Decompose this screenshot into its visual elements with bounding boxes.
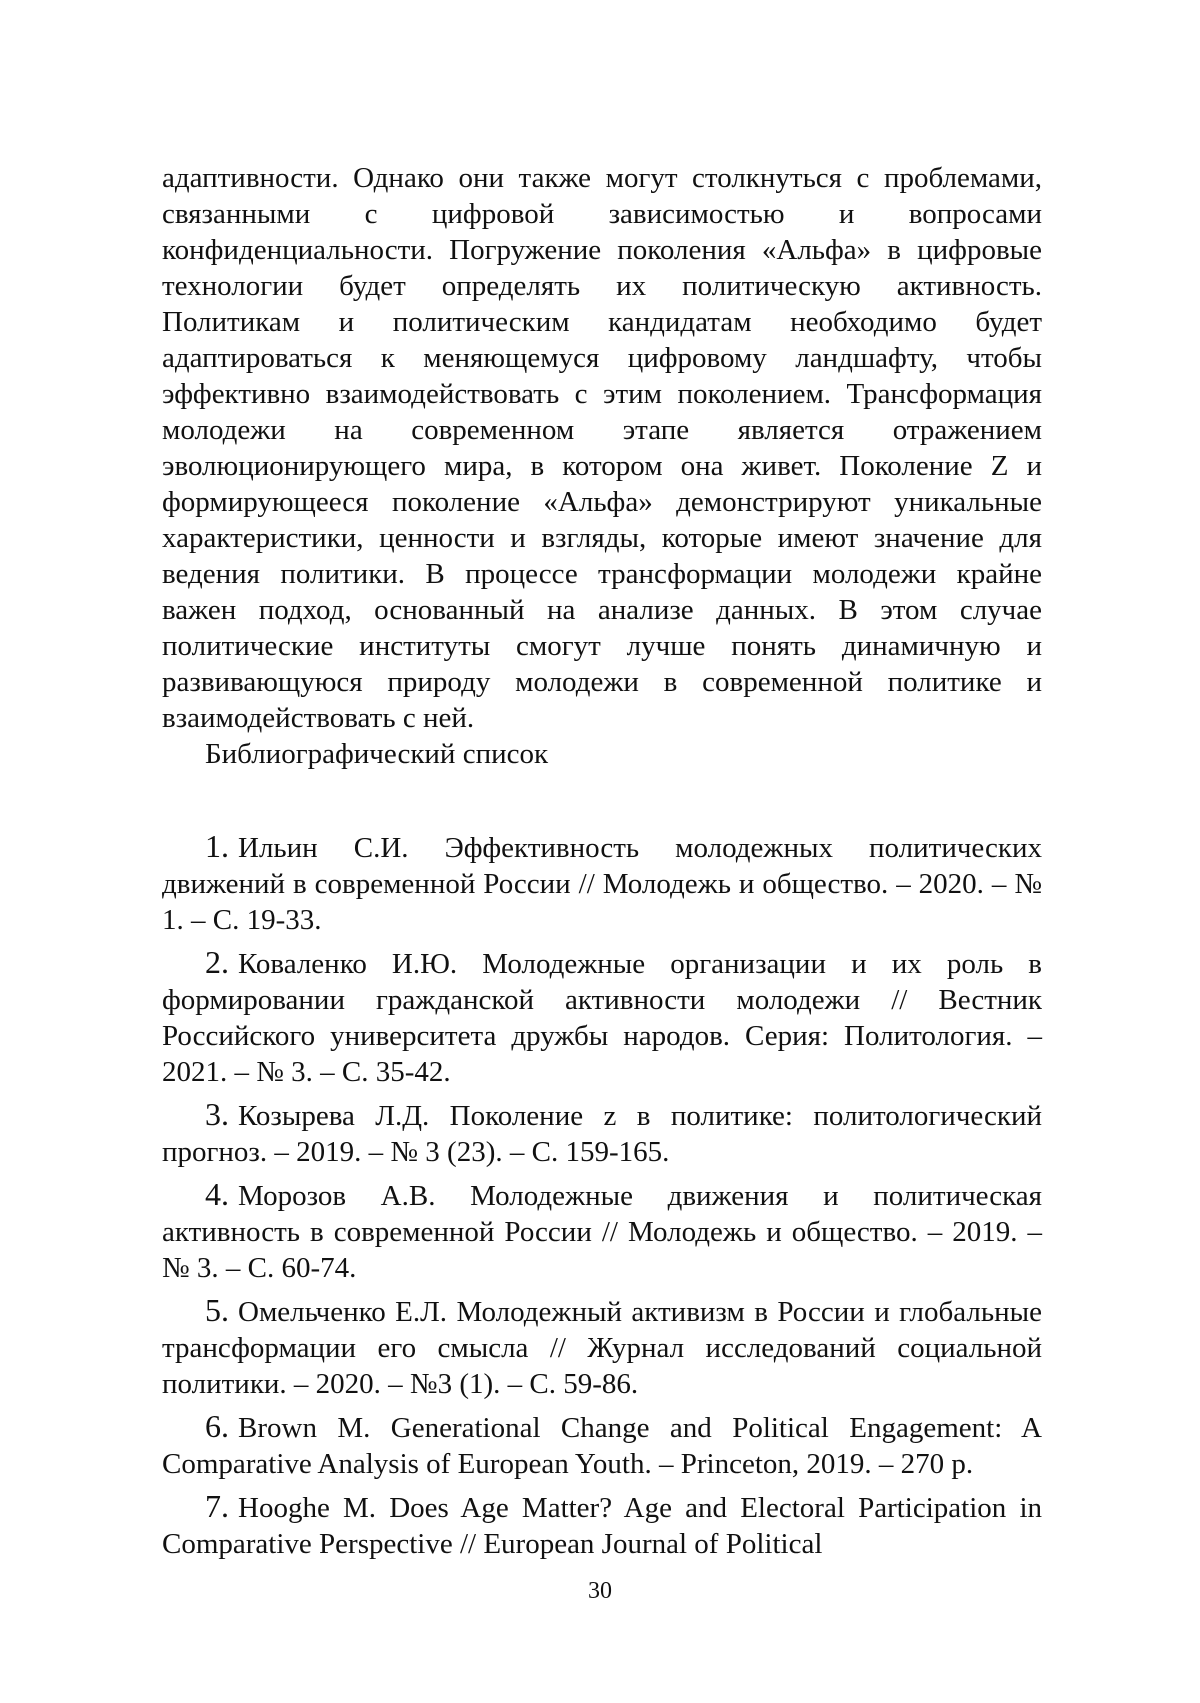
bibliography-item xyxy=(162,1096,1042,1170)
bibliography-item-text: Hooghe M. Does Age Matter? Age and Electoral Participation in Comparative Perspective // European Journal of Political xyxy=(162,1492,1042,1560)
bibliography-item-text: Морозов А.В. Молодежные движения и политическая активность в современной России // Молодежь и общество. – 2019. – № 3. – С. 60-74. xyxy=(162,1180,1042,1284)
bibliography-item xyxy=(162,1292,1042,1402)
text-block xyxy=(162,160,1042,1568)
bibliography-item xyxy=(162,1408,1042,1482)
bibliography-item-text: Ильин С.И. Эффективность молодежных политических движений в современной России // Молодежь и общество. – 2020. – № 1. – С. 19-33. xyxy=(162,832,1042,936)
bibliography-item-text: Коваленко И.Ю. Молодежные организации и их роль в формировании гражданской активности молодежи // Вестник Российского университета дружбы народов. Серия: Политология. – 2021. – № 3. – С. 35-42. xyxy=(162,948,1042,1088)
bibliography-item-number: 7. xyxy=(205,1488,229,1524)
main-paragraph: адаптивности. Однако они также могут столкнуться с проблемами, связанными с цифровой зависимостью и вопросами конфиденциальности. Погружение поколения «Альфа» в цифровые технологии будет определять их политическую активность. Политикам и политическим кандидатам необходимо будет адаптироваться к меняющемуся цифровому ландшафту, чтобы эффективно взаимодействовать с этим поколением. Трансформация молодежи на современном этапе является отражением эволюционирующего мира, в котором она живет. Поколение Z и формирующееся поколение «Альфа» демонстрируют уникальные характеристики, ценности и взгляды, которые имеют значение для ведения политики. В процессе трансформации молодежи крайне важен подход, основанный на анализе данных. В этом случае политические институты смогут лучше понять динамичную и развивающуюся природу молодежи в современной политике и взаимодействовать с ней. xyxy=(162,160,1042,736)
bibliography-item xyxy=(162,1488,1042,1562)
bibliography-item-number: 4. xyxy=(205,1176,229,1212)
page-number: 30 xyxy=(0,1576,1200,1606)
bibliography-item-text: Козырева Л.Д. Поколение z в политике: политологический прогноз. – 2019. – № 3 (23). – С. 159-165. xyxy=(162,1100,1042,1168)
bibliography-item xyxy=(162,944,1042,1090)
bibliography-list xyxy=(162,828,1042,1562)
bibliography-item xyxy=(162,828,1042,938)
bibliography-item-text: Brown M. Generational Change and Political Engagement: A Comparative Analysis of European Youth. – Princeton, 2019. – 270 p. xyxy=(162,1412,1042,1480)
bibliography-item-number: 5. xyxy=(205,1292,229,1328)
bibliography-item-number: 6. xyxy=(205,1408,229,1444)
bibliography-item xyxy=(162,1176,1042,1286)
document-page xyxy=(0,0,1200,1703)
bibliography-item-number: 2. xyxy=(205,944,229,980)
bibliography-heading: Библиографический список xyxy=(162,736,1042,772)
bibliography-item-text: Омельченко Е.Л. Молодежный активизм в России и глобальные трансформации его смысла // Журнал исследований социальной политики. – 2020. – №3 (1). – С. 59-86. xyxy=(162,1296,1042,1400)
bibliography-item-number: 1. xyxy=(205,828,229,864)
bibliography-item-number: 3. xyxy=(205,1096,229,1132)
